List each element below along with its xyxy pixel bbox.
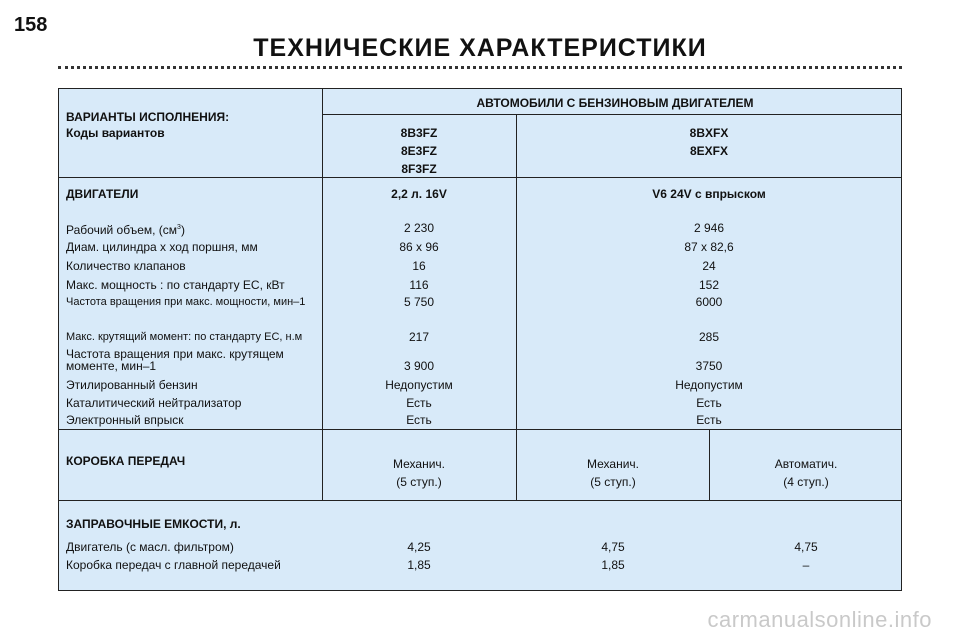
catalyst-a: Есть (406, 396, 432, 410)
gearbox-oil-b1: 1,85 (601, 558, 625, 572)
code-a-1: 8B3FZ (400, 126, 438, 140)
column-divider-engines (516, 114, 517, 501)
row-label-torque-rpm: Частота вращения при макс. крутящем (66, 347, 284, 361)
max-power-a: 116 (409, 278, 429, 292)
row-label-torque-rpm-line2: моменте, мин–1 (66, 359, 157, 373)
row-label-bore-stroke: Диам. цилиндра х ход поршня, мм (66, 240, 258, 254)
max-torque-b: 285 (698, 330, 720, 344)
gearbox-section-title: КОРОБКА ПЕРЕДАЧ (66, 454, 186, 468)
max-power-b: 152 (698, 278, 720, 292)
title-divider (58, 66, 902, 69)
row-label-leaded-fuel: Этилированный бензин (66, 378, 198, 392)
leaded-fuel-b: Недопустим (675, 378, 743, 392)
gearbox-b1-speeds: (5 ступ.) (590, 475, 636, 489)
gearbox-oil-a: 1,85 (407, 558, 431, 572)
column-divider-gearbox (709, 429, 710, 501)
group-title: АВТОМОБИЛИ С БЕНЗИНОВЫМ ДВИГАТЕЛЕМ (476, 96, 754, 110)
row-divider-engine (59, 429, 901, 430)
displacement-b: 2 946 (693, 221, 725, 235)
max-torque-a: 217 (408, 330, 430, 344)
row-label-power-rpm: Частота вращения при макс. мощности, мин–1 (66, 296, 306, 308)
row-divider-codes (59, 177, 901, 178)
code-b-1: 8BXFX (689, 126, 729, 140)
displacement-a: 2 230 (403, 221, 435, 235)
row-label-engine-oil: Двигатель (с масл. фильтром) (66, 540, 234, 554)
power-rpm-b: 6000 (695, 295, 723, 309)
bore-stroke-b: 87 х 82,6 (684, 240, 734, 254)
code-a-3: 8F3FZ (401, 162, 437, 176)
row-label-injection: Электронный впрыск (66, 413, 184, 427)
row-label-valves: Количество клапанов (66, 259, 186, 273)
torque-rpm-b: 3750 (695, 359, 723, 373)
engine-oil-b1: 4,75 (601, 540, 625, 554)
row-label-max-power: Макс. мощность : по стандарту ЕС, кВт (66, 278, 285, 292)
page-title: ТЕХНИЧЕСКИЕ ХАРАКТЕРИСТИКИ (253, 34, 707, 62)
injection-b: Есть (696, 413, 722, 427)
row-label-gearbox-oil: Коробка передач с главной передачей (66, 558, 281, 572)
torque-rpm-a: 3 900 (403, 359, 435, 373)
catalyst-b: Есть (696, 396, 722, 410)
injection-a: Есть (406, 413, 432, 427)
watermark: carmanualsonline.info (707, 607, 932, 632)
column-divider-label (322, 89, 323, 501)
row-label-displacement: Рабочий объем, $(см^3)$ (66, 223, 185, 237)
valves-a: 16 (412, 259, 426, 273)
code-b-2: 8EXFX (689, 144, 729, 158)
specifications-table (58, 88, 902, 591)
gearbox-b2-type: Автоматич. (774, 457, 838, 471)
engine-oil-a: 4,25 (407, 540, 431, 554)
gearbox-a-speeds: (5 ступ.) (396, 475, 442, 489)
gearbox-b1-type: Механич. (587, 457, 639, 471)
row-divider-header (322, 114, 901, 115)
engine-type-a: 2,2 л. 16V (391, 187, 447, 201)
valves-b: 24 (702, 259, 716, 273)
bore-stroke-a: 86 х 96 (399, 240, 439, 254)
row-label-catalyst: Каталитический нейтрализатор (66, 396, 242, 410)
page-number: 158 (14, 14, 48, 36)
leaded-fuel-a: Недопустим (385, 378, 453, 392)
gearbox-oil-b2: – (802, 558, 810, 572)
codes-label: Коды вариантов (66, 126, 165, 140)
capacities-section-title: ЗАПРАВОЧНЫЕ ЕМКОСТИ, л. (66, 517, 241, 531)
gearbox-b2-speeds: (4 ступ.) (783, 475, 829, 489)
gearbox-a-type: Механич. (393, 457, 445, 471)
row-label-max-torque: Макс. крутящий момент: по стандарту ЕС, н.м (66, 331, 303, 343)
code-a-2: 8E3FZ (400, 144, 438, 158)
power-rpm-a: 5 750 (403, 295, 435, 309)
row-divider-gearbox (59, 500, 901, 501)
engine-section-title: ДВИГАТЕЛИ (66, 187, 139, 201)
variants-label: ВАРИАНТЫ ИСПОЛНЕНИЯ: (66, 110, 230, 124)
engine-type-b: V6 24V с впрыском (652, 187, 766, 201)
engine-oil-b2: 4,75 (794, 540, 818, 554)
